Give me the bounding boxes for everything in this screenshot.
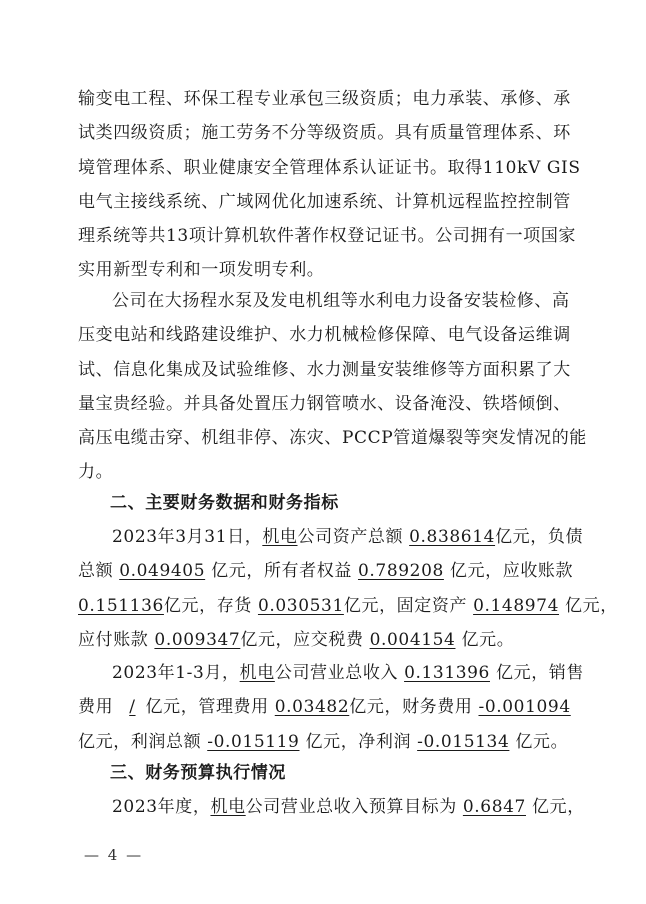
label: ，销售	[531, 663, 585, 683]
year-text: 2023年度，	[112, 797, 211, 817]
text-line: 电气主接线系统、广域网优化加速系统、计算机远程监控控制管	[78, 191, 571, 212]
label: ，净利润	[340, 731, 412, 752]
text-line: 实用新型专利和一项发明专利。	[78, 260, 325, 281]
text-line	[78, 690, 572, 724]
text-line: 试、信息化集成及试验维修、水力测量安装维修等方面积累了大	[78, 359, 571, 380]
budget-value: 0.6847	[462, 797, 526, 817]
payables-value: 0.009347	[154, 629, 241, 650]
section-heading-budget: 三、财务预算执行情况	[110, 763, 286, 783]
unit: 亿元	[449, 561, 486, 582]
period-text: 2023年1-3月，	[112, 663, 240, 683]
text-line	[78, 520, 584, 554]
unit: 亿元	[461, 629, 497, 650]
paragraph-experience	[78, 284, 587, 490]
punctuation: 。	[550, 731, 569, 752]
sales-expense-value: /	[129, 697, 136, 718]
unit: 亿元	[495, 527, 531, 547]
text-line	[78, 790, 585, 824]
unit: 亿元	[343, 595, 380, 616]
label: 费用	[78, 697, 114, 718]
label: 公司营业总收入	[274, 663, 399, 683]
fixed-assets-value: 0.148974	[473, 595, 560, 616]
paragraph-balance-sheet	[78, 520, 618, 657]
unit: 亿元，	[532, 797, 585, 817]
paragraph-qualifications	[78, 82, 581, 288]
label: ，存货	[199, 595, 252, 616]
equity-value: 0.789208	[357, 561, 444, 582]
net-profit-value: -0.015134	[417, 731, 510, 752]
text-line: 理系统等共13项计算机软件著作权登记证书。公司拥有一项国家	[78, 226, 577, 247]
section-heading-financial-data: 二、主要财务数据和财务指标	[110, 493, 339, 513]
tax-value: 0.004154	[369, 629, 456, 650]
label: ，管理费用	[180, 697, 269, 718]
unit: 亿元	[78, 731, 114, 752]
label: 公司营业总收入预算目标为	[245, 797, 457, 817]
company-name: 机电	[262, 527, 298, 547]
label: 应付账款	[78, 629, 149, 650]
unit: 亿元	[240, 629, 276, 650]
unit: 亿元	[565, 595, 601, 616]
text-line: 压变电站和线路建设维护、水力机械检修保障、电气设备运维调	[78, 325, 571, 346]
page-number: — 4 —	[84, 846, 144, 864]
label: ，应交税费	[275, 629, 364, 650]
text-line: 力。	[78, 462, 114, 483]
label: ，负债	[530, 527, 584, 547]
inventory-value: 0.030531	[257, 595, 344, 616]
label: ，财务费用	[384, 697, 473, 718]
label: 公司资产总额	[297, 527, 404, 547]
unit: 亿元	[305, 731, 341, 752]
paragraph-income-statement	[78, 656, 585, 759]
admin-expense-value: 0.03482	[274, 697, 350, 718]
text-line	[78, 656, 585, 690]
text-line: 0.151136亿元，存货 0.030531亿元，固定资产 0.148974 亿元，	[78, 595, 618, 616]
label: 总额	[78, 561, 114, 582]
total-assets-value: 0.838614	[409, 527, 496, 547]
text-line	[78, 623, 572, 657]
text-line: 高压电缆击穿、机组非停、冻灾、PCCP管道爆裂等突发情况的能	[78, 428, 587, 449]
revenue-value: 0.131396	[404, 663, 490, 683]
text-line: 量宝贵经验。并具备处置压力钢管喷水、设备淹没、铁塔倾倒、	[78, 393, 571, 414]
total-profit-value: -0.015119	[207, 731, 300, 752]
label: ，利润总额	[113, 731, 202, 752]
text-line	[78, 554, 572, 588]
punctuation: 。	[496, 629, 515, 650]
unit: 亿元	[349, 697, 385, 718]
unit: 亿元	[496, 663, 532, 683]
label: ，所有者权益	[246, 561, 352, 582]
date-text: 2023年3月31日，	[112, 527, 263, 547]
unit: 亿元	[163, 595, 200, 616]
company-name: 机电	[239, 663, 275, 683]
unit: 亿元	[145, 697, 181, 718]
company-name: 机电	[210, 797, 246, 817]
paragraph-budget	[78, 790, 585, 824]
financial-expense-value: -0.001094	[478, 697, 571, 718]
text-line: 境管理体系、职业健康安全管理体系认证证书。取得110kV GIS	[78, 157, 581, 178]
text-line	[78, 725, 572, 759]
unit: 亿元	[515, 731, 551, 752]
unit: 亿元	[211, 561, 247, 582]
liabilities-value: 0.049405	[119, 561, 206, 582]
receivables-value: 0.151136	[78, 595, 164, 616]
text-line: 公司在大扬程水泵及发电机组等水利电力设备安装检修、高	[112, 291, 570, 311]
text-line: 试类四级资质；施工劳务不分等级资质。具有质量管理体系、环	[78, 123, 571, 144]
label: ，应收账款	[485, 561, 574, 582]
text-line: 输变电工程、环保工程专业承包三级资质；电力承装、承修、承	[78, 89, 571, 109]
label: ，固定资产	[379, 595, 468, 616]
